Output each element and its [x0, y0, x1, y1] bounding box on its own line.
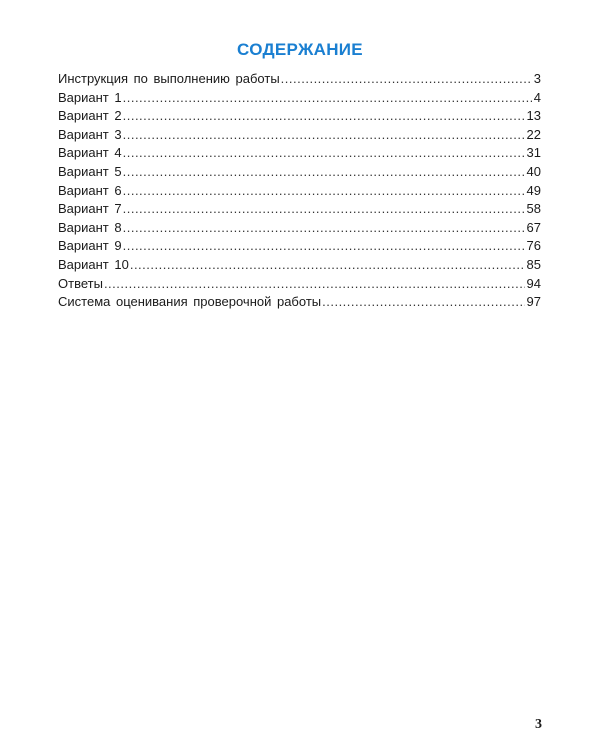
toc-entry-label: Инструкция по выполнению работы — [58, 71, 280, 86]
toc-entry-label: Вариант 5 — [58, 163, 122, 179]
dot-leader — [123, 126, 525, 145]
page-number: 3 — [535, 717, 542, 732]
toc-entry-variant-8[interactable] — [58, 219, 541, 238]
toc-entry-page: 76 — [526, 238, 541, 254]
toc-entry-label: Вариант 3 — [58, 126, 122, 142]
toc-entry-page: 49 — [526, 182, 541, 198]
toc-entry-variant-6[interactable] — [58, 182, 541, 201]
toc-entry-page: 67 — [526, 219, 541, 235]
toc-entry-page: 40 — [526, 163, 541, 179]
table-of-contents — [58, 70, 541, 312]
toc-entry-page: 3 — [533, 71, 541, 86]
toc-entry-label: Вариант 4 — [58, 145, 122, 161]
dot-leader — [123, 89, 532, 108]
toc-entry-variant-5[interactable] — [58, 163, 541, 182]
toc-entry-page: 31 — [526, 145, 541, 161]
toc-entry-label: Ответы — [58, 275, 103, 291]
dot-leader — [104, 275, 525, 294]
toc-entry-page: 4 — [533, 89, 541, 105]
toc-entry-variant-3[interactable] — [58, 126, 541, 145]
toc-entry-instructions[interactable] — [58, 70, 541, 89]
toc-entry-page: 85 — [526, 256, 541, 272]
toc-entry-variant-2[interactable] — [58, 107, 541, 126]
toc-entry-variant-7[interactable] — [58, 200, 541, 219]
toc-entry-label: Система оценивания проверочной работы — [58, 294, 322, 310]
dot-leader — [322, 293, 524, 312]
toc-entry-page: 13 — [526, 108, 541, 124]
toc-entry-label: Вариант 1 — [58, 89, 122, 105]
dot-leader — [123, 182, 525, 201]
dot-leader — [123, 237, 525, 256]
toc-entry-page: 22 — [526, 126, 541, 142]
toc-entry-grading-system[interactable] — [58, 293, 541, 312]
toc-entry-label: Вариант 10 — [58, 256, 129, 272]
toc-entry-variant-9[interactable] — [58, 237, 541, 256]
toc-entry-label: Вариант 8 — [58, 219, 122, 235]
toc-entry-variant-4[interactable] — [58, 144, 541, 163]
toc-entry-label: Вариант 2 — [58, 108, 122, 124]
dot-leader — [123, 219, 525, 238]
toc-entry-variant-10[interactable] — [58, 256, 541, 275]
toc-entry-variant-1[interactable] — [58, 89, 541, 108]
dot-leader — [123, 163, 525, 182]
dot-leader — [123, 107, 525, 126]
toc-entry-page: 58 — [526, 201, 541, 217]
toc-entry-page: 97 — [526, 294, 541, 310]
toc-entry-label: Вариант 6 — [58, 182, 122, 198]
dot-leader — [281, 70, 532, 89]
dot-leader — [123, 144, 525, 163]
toc-entry-page: 94 — [526, 275, 541, 291]
toc-entry-label: Вариант 7 — [58, 201, 122, 217]
toc-entry-label: Вариант 9 — [58, 238, 122, 254]
dot-leader — [130, 256, 525, 275]
toc-entry-answers[interactable] — [58, 275, 541, 294]
dot-leader — [123, 200, 525, 219]
page-title: СОДЕРЖАНИЕ — [237, 40, 363, 59]
